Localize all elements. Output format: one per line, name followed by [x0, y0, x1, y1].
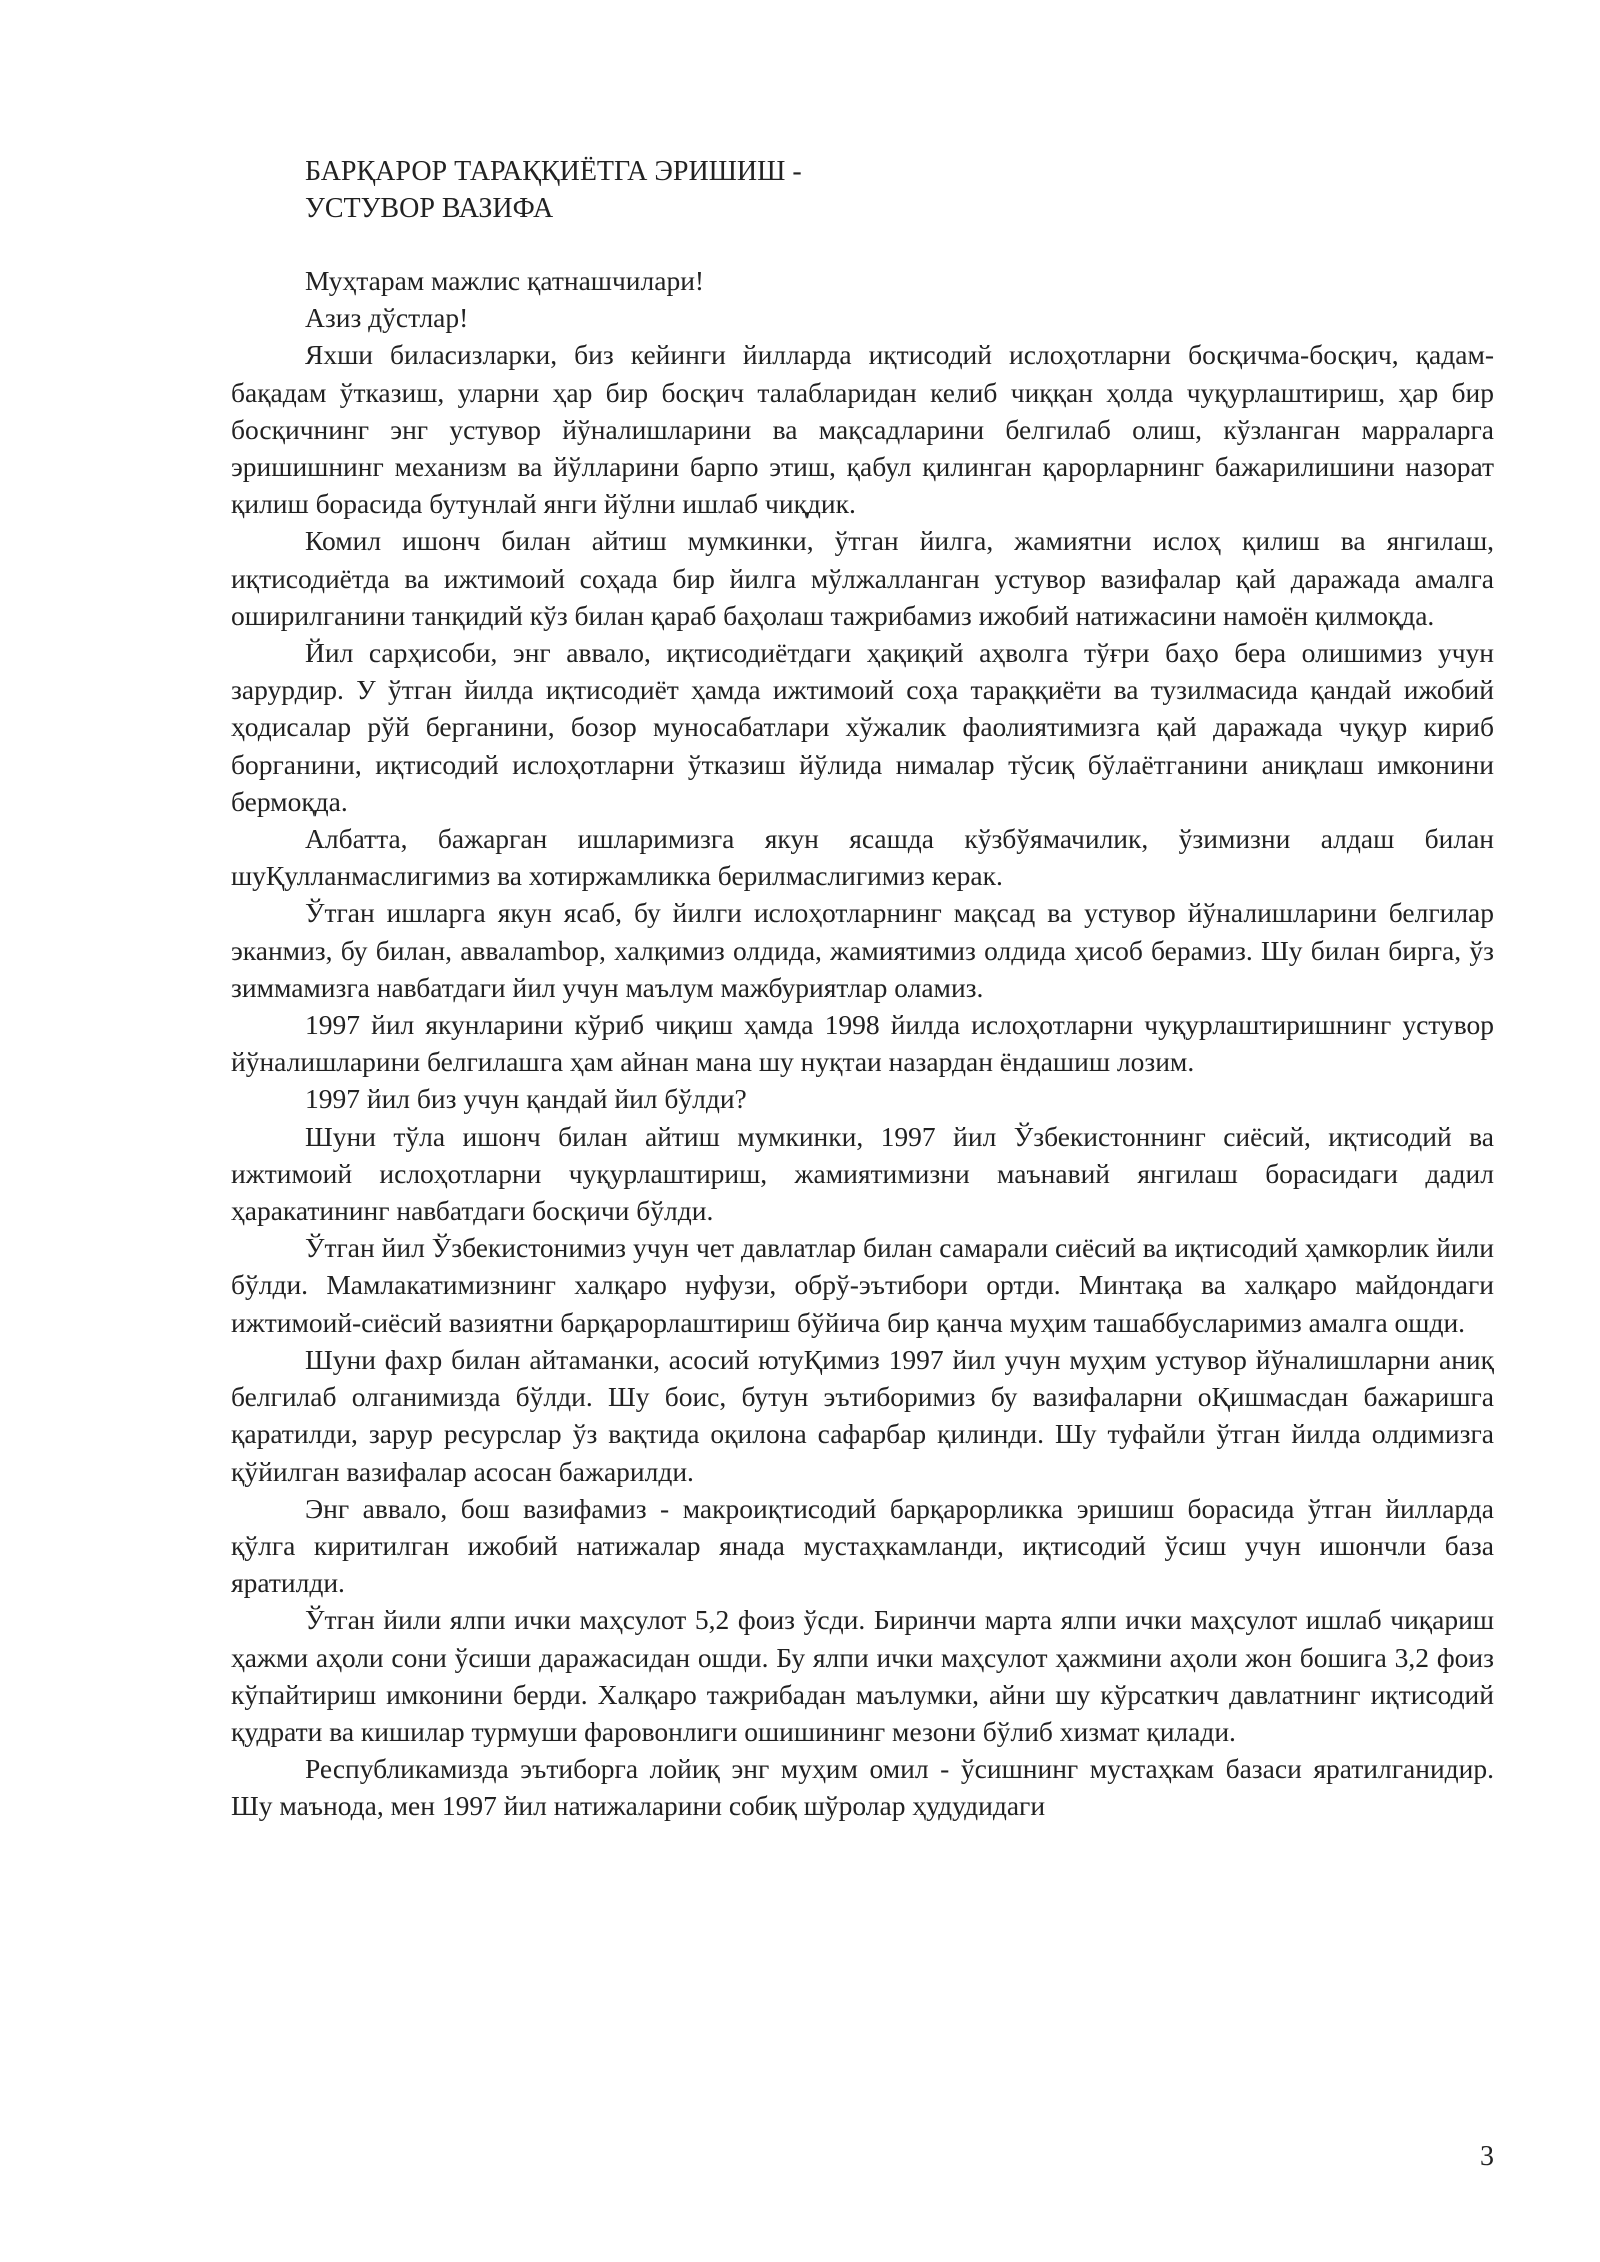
paragraph: 1997 йил якунларини кўриб чиқиш ҳамда 1998 йилда ислоҳотларни чуқурлаштиришнинг устувор йўналишларини белгилашга ҳам айнан мана шу нуқтаи назардан ёндашиш лозим.	[231, 1009, 1494, 1078]
paragraph: Албатта, бажарган ишларимизга якун ясашда кўзбўямачилик, ўзимизни алдаш билан шуҚулланмаслигимиз ва хотиржамликка берилмаслигимиз керак.	[231, 823, 1494, 892]
paragraph: Ўтган ишларга якун ясаб, бу йилги ислоҳотларнинг мақсад ва устувор йўналишларини белгилар эканмиз, бу билан, аввалambор, халқимиз олдида, жамиятимиз олдида ҳисоб берамиз. Шу билан бирга, ўз зиммамизга навбатдаги йил учун маълум мажбуриятлар оламиз.	[231, 897, 1494, 1003]
paragraph: 1997 йил биз учун қандай йил бўлди?	[305, 1083, 747, 1115]
paragraph: Шуни тўла ишонч билан айтиш мумкинки, 1997 йил Ўзбекистоннинг сиёсий, иқтисодий ва ижтимоий ислоҳотларни чуқурлаштириш, жамиятимизни маънавий янгилаш борасидаги дадил ҳаракатининг навбатдаги босқичи бўлди.	[231, 1120, 1494, 1227]
paragraph: Энг аввало, бош вазифамиз - макроиқтисодий барқарорликка эришиш борасида ўтган йилларда қўлга киритилган ижобий натижалар янада мустаҳкамланди, иқтисодий ўсиш учун ишончли база яратилди.	[231, 1492, 1494, 1599]
paragraph: Азиз дўстлар!	[305, 302, 469, 334]
title-line: БАРҚАРОР ТАРАҚҚИЁТГА ЭРИШИШ -	[305, 156, 802, 187]
paragraph: Йил сарҳисоби, энг аввало, иқтисодиётдаги ҳақиқий аҳволга тўғри баҳо бера олишимиз учун зарурдир. У ўтган йилда иқтисодиёт ҳамда ижтимоий соҳа тараққиёти ва тузилмасида қандай ижобий ҳодисалар рўй берганини, бозор муносабатлари хўжалик фаолиятимизга қай даражада чуқур кириб борганини, иқтисодий ислоҳотларни ўтказиш йўлида нималар тўсиқ бўлаётганини аниқлаш имконини бермоқда.	[231, 637, 1494, 817]
paragraph: Комил ишонч билан айтиш мумкинки, ўтган йилга, жамиятни ислоҳ қилиш ва янгилаш, иқтисодиётда ва ижтимоий соҳада бир йилга мўлжалланган устувор вазифалар қай даражада амалга оширилганини танқидий кўз билан қараб баҳолаш тажрибамиз ижобий натижасини намоён қилмоқда.	[231, 525, 1494, 631]
title-line: УСТУВОР ВАЗИФА	[305, 193, 554, 224]
paragraph: Ўтган йил Ўзбекистонимиз учун чет давлатлар билан самарали сиёсий ва иқтисодий ҳамкорлик йили бўлди. Мамлакатимизнинг халқаро нуфузи, обрў-эътибори ортди. Минтақа ва халқаро майдондаги ижтимоий-сиёсий вазиятни барқарорлаштириш бўйича бир қанча муҳим ташаббусларимиз амалга ошди.	[231, 1232, 1494, 1338]
document-title	[305, 153, 802, 227]
paragraph: Шуни фахр билан айтаманки, асосий ютуҚимиз 1997 йил учун муҳим устувор йўналишларни аниқ белгилаб олганимизда бўлди. Шу боис, бутун эътиборимиз бу вазифаларни оҚишмасдан бажаришга қаратилди, зарур ресурслар ўз вақтида оқилона сафарбар қилинди. Шу туфайли ўтган йилда олдимизга қўйилган вазифалар асосан бажарилди.	[231, 1343, 1494, 1487]
document-body	[231, 262, 1494, 1825]
paragraph: Республикамизда эътиборга лойиқ энг муҳим омил - ўсишнинг мустаҳкам базаси яратилганидир. Шу маънода, мен 1997 йил натижаларини собиқ шўролар ҳудудидаги	[231, 1753, 1494, 1822]
page-number: 3	[1480, 2141, 1494, 2172]
paragraph: Яхши биласизларки, биз кейинги йилларда иқтисодий ислоҳотларни босқичма-босқич, қадам-бақадам ўтказиш, уларни ҳар бир босқич талабларидан келиб чиққан ҳолда чуқурлаштириш, ҳар бир босқичнинг энг устувор йўналишларини ва мақсадларини белгилаб олиш, кўзланган марраларга эришишнинг механизм ва йўлларини барпо этиш, қабул қилинган қарорларнинг бажарилишини назорат қилиш борасида бутунлай янги йўлни ишлаб чиқдик.	[231, 339, 1494, 520]
paragraph: Ўтган йили ялпи ички маҳсулот 5,2 фоиз ўсди. Биринчи марта ялпи ички маҳсулот ишлаб чиқариш ҳажми аҳоли сони ўсиши даражасидан ошди. Бу ялпи ички маҳсулот ҳажмини аҳоли жон бошига 3,2 фоиз кўпайтириш имконини берди. Халқаро тажрибадан маълумки, айни шу кўрсаткич давлатнинг иқтисодий қудрати ва кишилар турмуши фаровонлиги ошишининг мезони бўлиб хизмат қилади.	[231, 1604, 1494, 1747]
paragraph: Муҳтарам мажлис қатнашчилари!	[305, 265, 705, 296]
